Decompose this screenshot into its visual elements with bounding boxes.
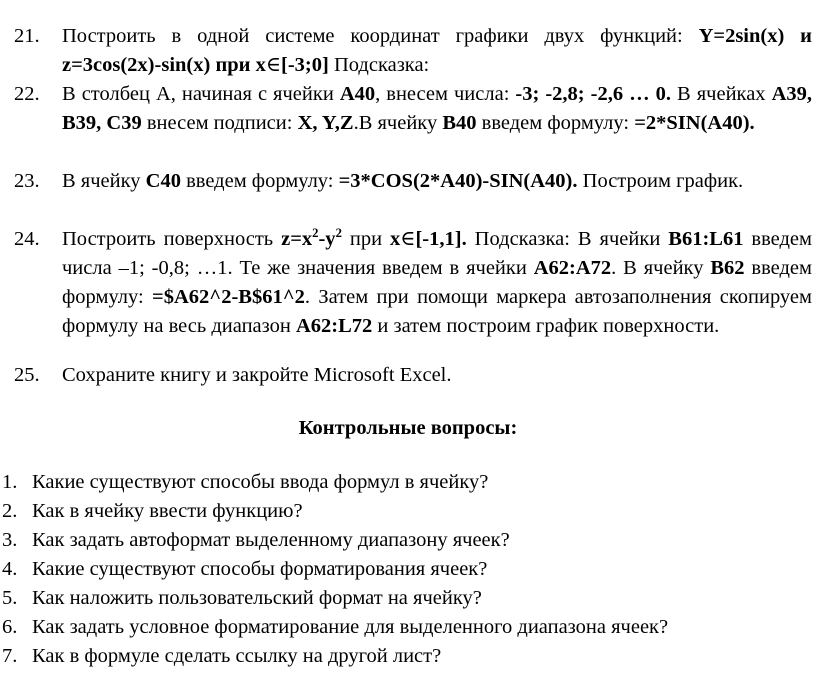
bold-run: B40 [442, 112, 477, 134]
task-item-25 [14, 361, 812, 390]
question-number: 3. [2, 529, 18, 551]
text-run: . Затем при помощи маркера автозаполнения скопируем формулу на весь диапазон [62, 286, 812, 337]
bold-run: X, Y,Z [297, 112, 354, 134]
task-item-23 [14, 167, 812, 196]
bold-run: B61:L61 [668, 228, 744, 250]
text-run: введем формулу: [180, 170, 339, 192]
question-item [2, 526, 510, 555]
task-number: 23. [14, 170, 40, 192]
bold-run: =3*COS(2*A40)-SIN(A40). [338, 170, 578, 192]
bold-run: [-3;0] [281, 54, 329, 76]
question-number: 7. [2, 645, 18, 667]
text-run: ∈ [265, 54, 282, 76]
superscript-run: 2 [335, 226, 342, 241]
question-item [2, 642, 441, 671]
task-text [62, 361, 812, 390]
text-run: введем формулу: [62, 257, 813, 308]
bold-run: C40 [145, 170, 181, 192]
text-run: введем формулу: [476, 112, 635, 134]
text-run: В ячейку [62, 170, 146, 192]
question-text: Как в ячейку ввести функцию? [32, 500, 303, 522]
text-run: и затем построим график поверхности. [372, 315, 720, 337]
question-text: Как задать автоформат выделенному диапазону ячеек? [32, 529, 510, 551]
question-number: 6. [2, 616, 18, 638]
task-text [62, 22, 812, 80]
task-text [62, 167, 812, 196]
question-number: 4. [2, 558, 18, 580]
question-number: 5. [2, 587, 18, 609]
task-text [62, 80, 812, 138]
task-item-22 [14, 80, 812, 138]
text-run: В столбец А, начиная с ячейки [62, 83, 340, 105]
text-run: Подсказка: В ячейки [466, 228, 669, 250]
text-run: В ячейках [671, 83, 772, 105]
control-questions-title: Контрольные вопросы: [298, 417, 518, 439]
bold-run: z=x [281, 228, 313, 250]
bold-run: =$A62^2-B$61^2 [152, 286, 305, 308]
task-number: 22. [14, 83, 40, 105]
task-number: 25. [14, 364, 40, 386]
text-run: , внесем числа: [375, 83, 516, 105]
text-run: Построить в одной системе координат графики двух функций: [62, 25, 699, 47]
question-text: Какие существуют способы ввода формул в ячейку? [32, 471, 489, 493]
question-number: 1. [2, 471, 18, 493]
question-item [2, 584, 482, 613]
question-item [2, 555, 487, 584]
task-item-21 [14, 22, 812, 80]
text-run: Построить поверхность [62, 228, 282, 250]
bold-run: A39, B39, C39 [62, 83, 812, 134]
question-text: Как наложить пользовательский формат на ячейку? [32, 587, 482, 609]
bold-run: x [390, 228, 401, 250]
bold-run: =2*SIN(A40). [634, 112, 755, 134]
text-run: ∈ [400, 228, 416, 250]
bold-run: [-1,1]. [415, 228, 467, 250]
text-run: Подсказка: [328, 54, 430, 76]
bold-run: -y [318, 228, 336, 250]
bold-run: A40 [339, 83, 376, 105]
question-text: Как в формуле сделать ссылку на другой лист? [32, 645, 442, 667]
task-item-24 [14, 225, 812, 341]
text-run: при [341, 228, 391, 250]
question-item [2, 497, 303, 526]
task-text [62, 225, 812, 341]
text-run: внесем подписи: [141, 112, 298, 134]
bold-run: -3; -2,8; -2,6 … 0. [515, 83, 672, 105]
text-run: введем числа –1; -0,8; …1. Те же значения введем в ячейки [62, 228, 812, 279]
question-text: Какие существуют способы форматирования ячеек? [32, 558, 488, 580]
question-item [2, 468, 488, 497]
bold-run: B62 [710, 257, 745, 279]
question-item [2, 613, 668, 642]
bold-run: Y=2sin(x) и z=3cos(2x)-sin(x) при x [62, 25, 812, 76]
question-number: 2. [2, 500, 18, 522]
text-run: . В ячейку [611, 257, 711, 279]
task-number: 21. [14, 25, 40, 47]
text-run: Сохраните книгу и закройте Microsoft Excel. [62, 364, 452, 386]
text-run: .В ячейку [353, 112, 443, 134]
question-text: Как задать условное форматирование для выделенного диапазона ячеек? [32, 616, 669, 638]
superscript-run: 2 [312, 226, 319, 241]
text-run: Построим график. [577, 170, 744, 192]
bold-run: A62:L72 [295, 315, 373, 337]
task-number: 24. [14, 228, 40, 250]
bold-run: A62:A72 [533, 257, 612, 279]
